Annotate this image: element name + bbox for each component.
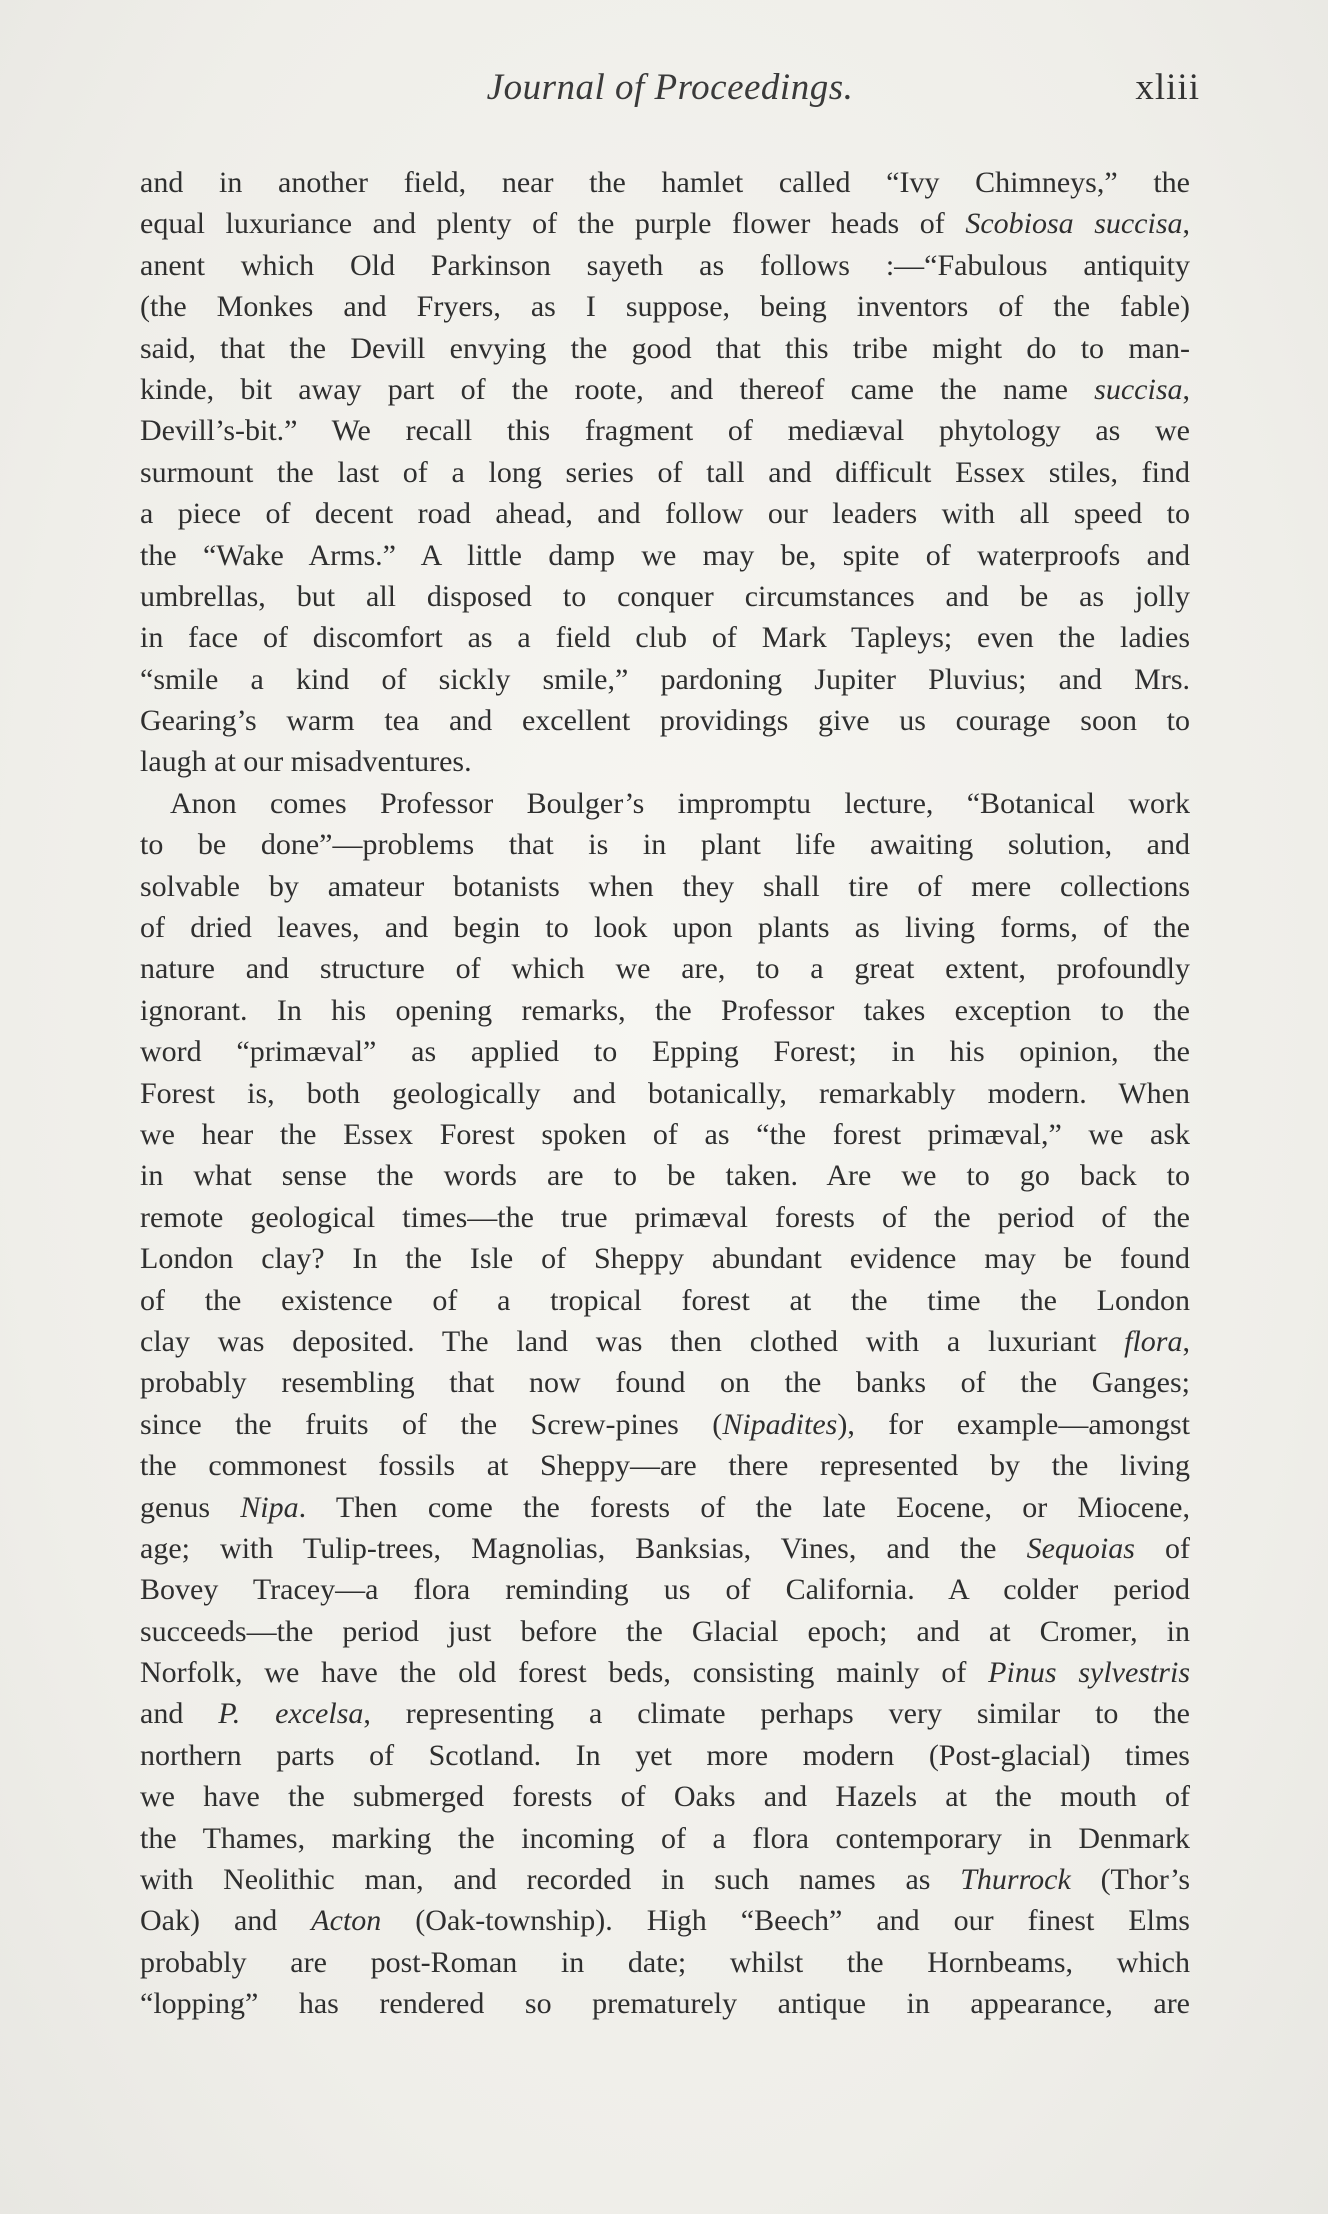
text-line (140, 286, 1190, 327)
text-segment: Gearing’s warm tea and excellent providings give us courage soon to (140, 704, 1190, 738)
text-segment: umbrellas, but all disposed to conquer circumstances and be as jolly (140, 579, 1190, 613)
text-line (140, 1983, 1190, 2024)
italic-term: Scobiosa succisa (965, 207, 1183, 241)
text-line (140, 1487, 1190, 1528)
text-line (140, 1155, 1190, 1196)
italic-term: succisa (1094, 372, 1183, 406)
text-line (140, 907, 1190, 948)
text-segment: , (1182, 207, 1191, 241)
text-segment: , representing a climate perhaps very similar to the (363, 1697, 1190, 1731)
text-line (140, 1776, 1190, 1817)
text-segment: (the Monkes and Fryers, as I suppose, being inventors of the fable) (140, 290, 1190, 324)
italic-term: flora (1124, 1324, 1183, 1358)
text-segment: with Neolithic man, and recorded in such names as (140, 1863, 961, 1897)
text-segment: the “Wake Arms.” A little damp we may be, spite of waterproofs and (140, 538, 1190, 572)
text-segment: clay was deposited. The land was then clothed with a luxuriant (140, 1324, 1125, 1358)
text-line (140, 1362, 1190, 1403)
text-segment: Anon comes Professor Boulger’s impromptu lecture, “Botanical work (170, 786, 1190, 820)
text-line (140, 1693, 1190, 1734)
text-line (140, 1445, 1190, 1486)
text-line (140, 824, 1190, 865)
text-line (140, 1735, 1190, 1776)
text-line (140, 783, 1190, 824)
text-segment: we have the submerged forests of Oaks and Hazels at the mouth of (140, 1780, 1190, 1814)
text-segment: anent which Old Parkinson sayeth as follows :—“Fabulous antiquity (140, 248, 1190, 282)
text-line (140, 948, 1190, 989)
text-line (140, 1197, 1190, 1238)
running-title: Journal of Proceedings. (486, 67, 854, 108)
text-line (140, 1859, 1190, 1900)
italic-term: Nipa (240, 1490, 299, 1524)
text-line (140, 700, 1190, 741)
text-segment: in what sense the words are to be taken. Are we to go back to (140, 1159, 1190, 1193)
text-segment: equal luxuriance and plenty of the purple flower heads of (140, 207, 966, 241)
text-segment: laugh at our misadventures. (140, 745, 472, 779)
text-segment: remote geological times—the true primæval forests of the period of the (140, 1200, 1190, 1234)
text-segment: London clay? In the Isle of Sheppy abundant evidence may be found (140, 1242, 1190, 1276)
text-segment: solvable by amateur botanists when they shall tire of mere collections (140, 869, 1190, 903)
text-line (140, 535, 1190, 576)
text-line (140, 410, 1190, 451)
text-segment: of the existence of a tropical forest at the time the London (140, 1283, 1190, 1317)
text-segment: age; with Tulip-trees, Magnolias, Banksias, Vines, and the (140, 1531, 1027, 1565)
text-segment: “lopping” has rendered so prematurely antique in appearance, are (140, 1987, 1190, 2021)
text-segment: probably are post-Roman in date; whilst the Hornbeams, which (140, 1945, 1190, 1979)
text-segment: Devill’s-bit.” We recall this fragment of mediæval phytology as we (140, 414, 1190, 448)
text-segment: kinde, bit away part of the roote, and thereof came the name (140, 372, 1095, 406)
text-line (140, 1652, 1190, 1693)
text-segment: in face of discomfort as a field club of Mark Tapleys; even the ladies (140, 621, 1190, 655)
italic-term: Pinus sylvestris (988, 1656, 1190, 1690)
text-line (140, 1942, 1190, 1983)
text-line (140, 493, 1190, 534)
text-line (140, 1818, 1190, 1859)
running-head (140, 66, 1200, 126)
text-line (140, 328, 1190, 369)
text-line (140, 617, 1190, 658)
text-segment: a piece of decent road ahead, and follow our leaders with all speed to (140, 497, 1190, 531)
text-segment: (Thor’s (1070, 1863, 1190, 1897)
text-segment: Bovey Tracey—a flora reminding us of California. A colder period (140, 1573, 1190, 1607)
text-line (140, 1900, 1190, 1941)
italic-term: Nipadites (722, 1407, 838, 1441)
italic-term: Thurrock (960, 1863, 1071, 1897)
text-segment: and in another field, near the hamlet called “Ivy Chimneys,” the (140, 166, 1190, 199)
text-segment: Forest is, both geologically and botanically, remarkably modern. When (140, 1076, 1190, 1110)
text-segment: of (1134, 1531, 1190, 1565)
text-line (140, 369, 1190, 410)
text-line (140, 203, 1190, 244)
text-segment: nature and structure of which we are, to a great extent, profoundly (140, 952, 1190, 986)
text-segment: genus (140, 1490, 241, 1524)
text-line (140, 1114, 1190, 1155)
text-segment: (Oak-township). High “Beech” and our finest Elms (381, 1904, 1190, 1938)
text-segment: the Thames, marking the incoming of a flora contemporary in Denmark (140, 1821, 1190, 1855)
text-segment: Norfolk, we have the old forest beds, consisting mainly of (140, 1656, 989, 1690)
text-segment: northern parts of Scotland. In yet more modern (Post-glacial) times (140, 1738, 1190, 1772)
text-line (140, 162, 1190, 203)
body-text (140, 162, 1190, 2025)
text-segment: of dried leaves, and begin to look upon plants as living forms, of the (140, 911, 1190, 945)
text-segment: the commonest fossils at Sheppy—are there represented by the living (140, 1449, 1190, 1483)
text-line (140, 1280, 1190, 1321)
text-segment: ), for example—amongst (837, 1407, 1190, 1441)
text-segment: . Then come the forests of the late Eocene, or Miocene, (298, 1490, 1190, 1524)
text-line (140, 1569, 1190, 1610)
text-segment: since the fruits of the Screw-pines ( (140, 1407, 723, 1441)
text-line (140, 1528, 1190, 1569)
text-line (140, 576, 1190, 617)
italic-term: Acton (311, 1904, 382, 1938)
text-line (140, 1321, 1190, 1362)
italic-term: P. excelsa (218, 1697, 364, 1731)
text-line (140, 452, 1190, 493)
text-line (140, 990, 1190, 1031)
text-line (140, 1031, 1190, 1072)
italic-term: Sequoias (1026, 1531, 1135, 1565)
text-segment: said, that the Devill envying the good that this tribe might do to man- (140, 331, 1190, 365)
text-line (140, 741, 1190, 782)
text-segment: word “primæval” as applied to Epping Forest; in his opinion, the (140, 1035, 1190, 1069)
text-segment: , (1182, 1324, 1190, 1358)
text-segment: succeeds—the period just before the Glacial epoch; and at Cromer, in (140, 1614, 1190, 1648)
text-segment: probably resembling that now found on the banks of the Ganges; (140, 1366, 1190, 1400)
text-segment: ignorant. In his opening remarks, the Professor takes exception to the (140, 993, 1190, 1027)
text-line (140, 866, 1190, 907)
text-line (140, 659, 1190, 700)
text-segment: surmount the last of a long series of tall and difficult Essex stiles, find (140, 455, 1190, 489)
text-segment: to be done”—problems that is in plant life awaiting solution, and (140, 828, 1190, 862)
text-segment: and (140, 1697, 219, 1731)
text-line (140, 1404, 1190, 1445)
text-line (140, 1238, 1190, 1279)
text-segment: we hear the Essex Forest spoken of as “the forest primæval,” we ask (140, 1117, 1190, 1151)
text-segment: Oak) and (140, 1904, 312, 1938)
text-segment: “smile a kind of sickly smile,” pardoning Jupiter Pluvius; and Mrs. (140, 662, 1190, 696)
text-line (140, 245, 1190, 286)
text-line (140, 1611, 1190, 1652)
text-segment: , (1182, 372, 1190, 406)
text-line (140, 1073, 1190, 1114)
page-number: xliii (1135, 67, 1200, 108)
